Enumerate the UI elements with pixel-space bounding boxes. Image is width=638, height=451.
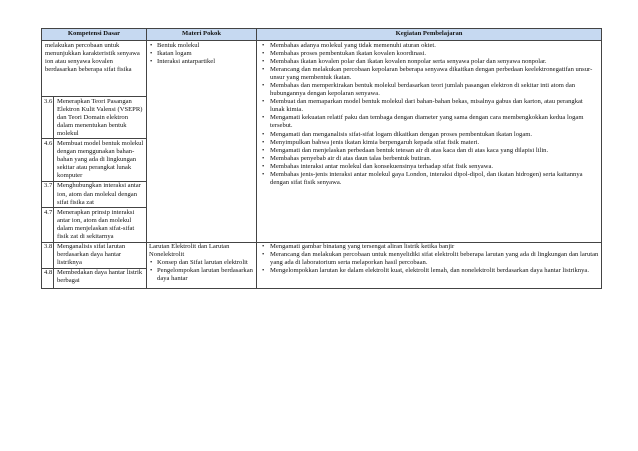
header-materi-pokok: Materi Pokok (147, 29, 257, 41)
list-item: • Membahas jenis-jenis interaksi antar molekul gaya London, interaksi dipol-dipol, dan ikatan hidrogen) serta kaitannya dengan sifat fisik senyawa. (259, 171, 599, 187)
materi-title: Larutan Elektrolit dan Larutan Nonelektrolit (149, 243, 230, 259)
table-row (42, 242, 602, 268)
materi-list (149, 259, 254, 283)
list-item: • Mengamati kekuatan relatif paku dan tembaga dengan diameter yang sama dengan cara membengkokkan kedua logam tersebut. (259, 114, 599, 130)
list-item: • Membahas ikatan kovalen polar dan ikatan kovalen nonpolar serta senyawa polar dan senyawa nonpolar. (259, 58, 599, 66)
header-kompetensi-dasar: Kompetensi Dasar (42, 29, 147, 41)
list-item: • Membahas adanya molekul yang tidak memenuhi aturan oktet. (259, 42, 599, 50)
kd-text: Menerapkan prinsip interaksi antar ion, atom dan molekul dalam menjelaskan sifat-sifat fisik zat di sekitarnya (54, 208, 147, 242)
kd-text: Membuat model bentuk molekul dengan menggunakan bahan-bahan yang ada di lingkungan sekitar atau perangkat lunak komputer (54, 139, 147, 181)
list-item: • Konsep dan Sifat larutan elektrolit (149, 259, 254, 267)
kd-number: 4.8 (42, 268, 54, 288)
header-row (42, 29, 602, 41)
list-item: • Merancang dan melakukan percobaan untuk menyelidiki sifat elektrolit beberapa larutan yang ada di lingkungan dan larutan yang ada di laboratorium serta melaporkan hasil percobaan. (259, 251, 599, 267)
materi-cell (147, 41, 257, 243)
list-item: • Interaksi antarpartikel (149, 58, 254, 66)
kd-text: Menghubungkan interaksi antar ion, atom dan molekul dengan sifat fisika zat (54, 181, 147, 207)
list-item: • Membahas dan memperkirakan bentuk molekul berdasarkan teori jumlah pasangan elektron di sekitar inti atom dan hubungannya dengan kepolaran senyawa. (259, 82, 599, 98)
list-item: • Bentuk molekul (149, 42, 254, 50)
kd-number: 4.6 (42, 139, 54, 181)
list-item: • Merancang dan melakukan percobaan kepolaran beberapa senyawa dikaitkan dengan perbedaan keelektronegatifan unsur-unsur yang membentuk ikatan. (259, 66, 599, 82)
list-item: • Mengamati dan menganalisis sifat-sifat logam dikaitkan dengan proses pembentukan ikatan logam. (259, 131, 599, 139)
list-item: • Membahas penyebab air di atas daun talas berbentuk butiran. (259, 155, 599, 163)
kd-text: Menganalisis sifat larutan berdasarkan daya hantar listriknya (54, 242, 147, 268)
syllabus-table (41, 28, 602, 289)
materi-cell (147, 242, 257, 288)
kegiatan-cell (257, 41, 602, 243)
kegiatan-list (259, 243, 599, 275)
list-item: • Membahas proses pembentukan ikatan kovalen koordinasi. (259, 50, 599, 58)
kd-number: 4.7 (42, 208, 54, 242)
kegiatan-cell (257, 242, 602, 288)
kd-number: 3.7 (42, 181, 54, 207)
list-item: • Mengamati dan menjelaskan perbedaan bentuk tetesan air di atas kaca dan di atas kaca yang dilapisi lilin. (259, 147, 599, 155)
list-item: • Menyimpulkan bahwa jenis ikatan kimia berpengaruh kepada sifat fisik materi. (259, 139, 599, 147)
kd-number: 3.6 (42, 97, 54, 139)
syllabus-page (41, 28, 601, 289)
list-item: • Ikatan logam (149, 50, 254, 58)
list-item: • Mengamati gambar binatang yang tersengat aliran listrik ketika banjir (259, 243, 599, 251)
kegiatan-list (259, 42, 599, 188)
table-row (42, 41, 602, 97)
list-item: • Mengelompokkan larutan ke dalam elektrolit kuat, elektrolit lemah, dan nonelektrolit berdasarkan daya hantar listriknya. (259, 267, 599, 275)
kd-number: 3.8 (42, 242, 54, 268)
list-item: • Pengelompokan larutan berdasarkan daya hantar (149, 267, 254, 283)
kd-continuation-cell: melakukan percobaan untuk menunjukkan karakteristik senyawa ion atau senyawa kovalen berdasarkan beberapa sifat fisika (42, 41, 147, 97)
materi-list (149, 42, 254, 66)
header-kegiatan-pembelajaran: Kegiatan Pembelajaran (257, 29, 602, 41)
kd-text: Membedakan daya hantar listrik berbagai (54, 268, 147, 288)
list-item: • Membahas interaksi antar molekul dan konsekuensinya terhadap sifat fisik senyawa. (259, 163, 599, 171)
kd-text: Menerapkan Teori Pasangan Elektron Kulit Valensi (VSEPR) dan Teori Domain elektron dalam menentukan bentuk molekul (54, 97, 147, 139)
list-item: • Membuat dan memaparkan model bentuk molekul dari bahan-bahan bekas, misalnya gabus dan karton, atau perangkat lunak kimia. (259, 98, 599, 114)
